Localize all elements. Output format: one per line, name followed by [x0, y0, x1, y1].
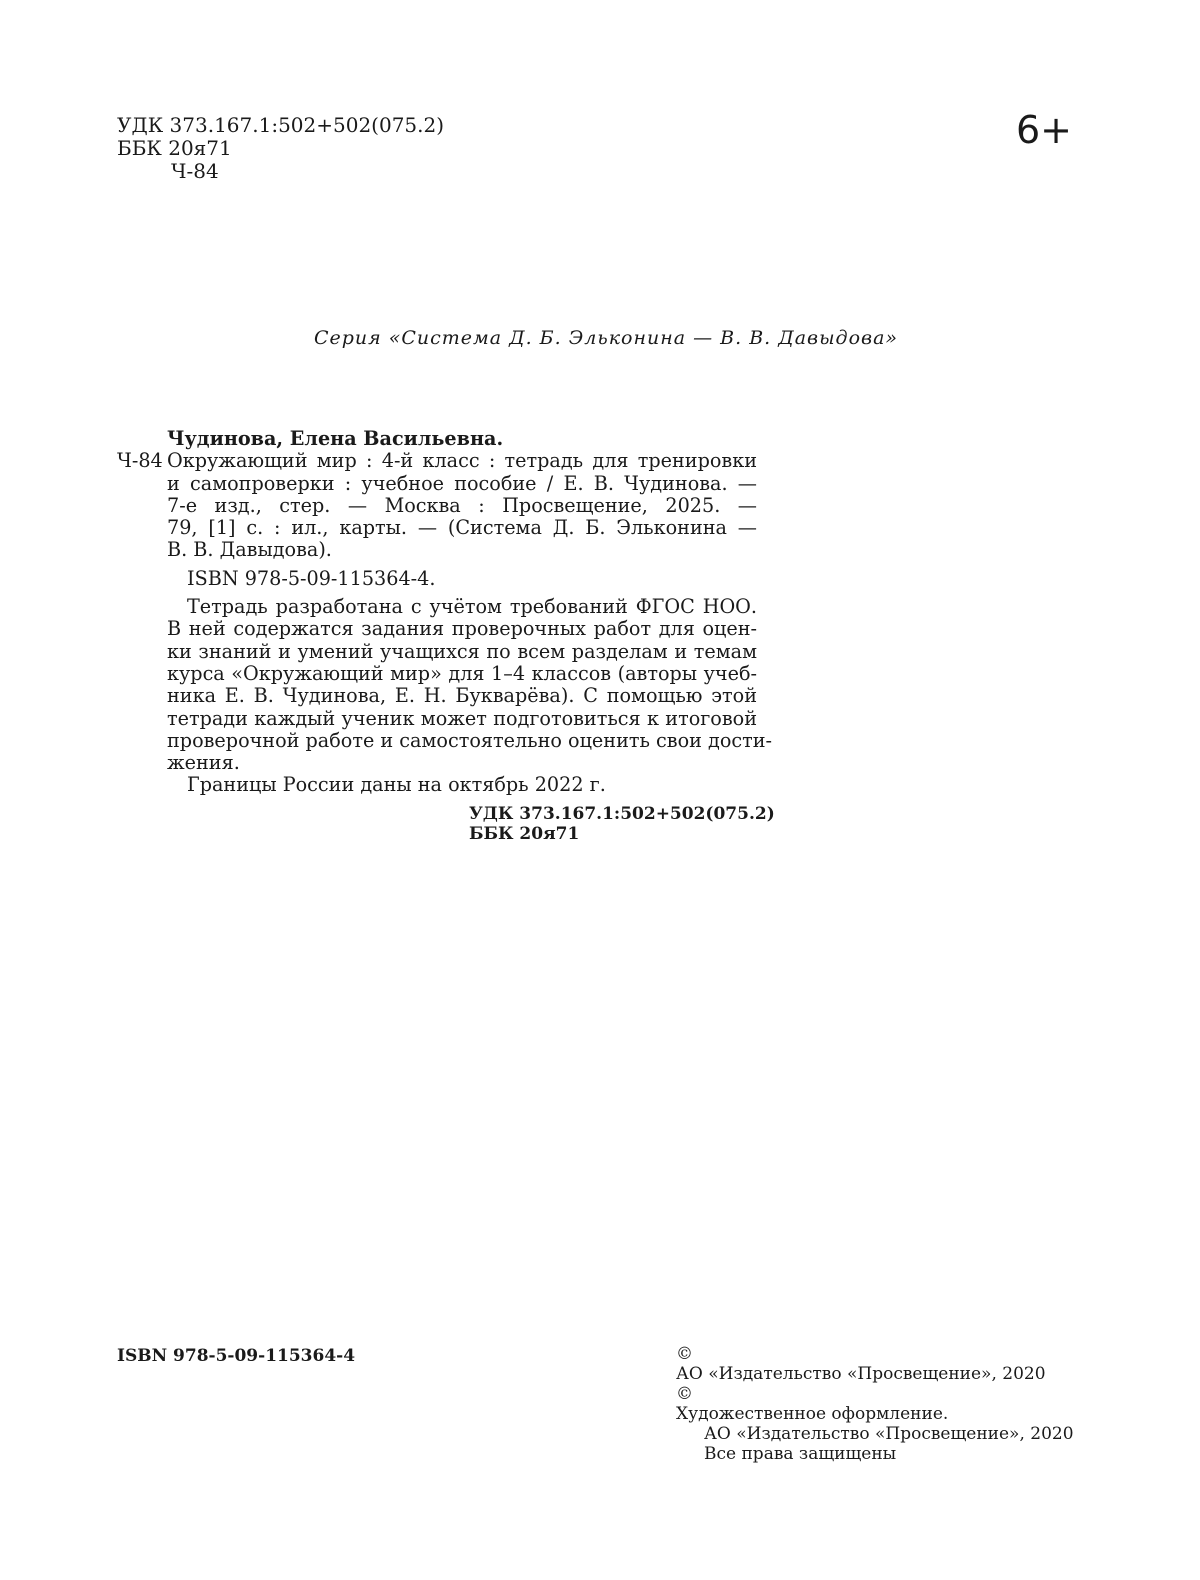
copyright-icon: ©: [676, 1344, 693, 1364]
author-mark: Ч-84: [171, 159, 219, 183]
copyright-block: [676, 1344, 1074, 1464]
udk-code: УДК 373.167.1:502+502(075.2): [469, 803, 775, 824]
copyright-line: АО «Издательство «Просвещение», 2020: [704, 1424, 1074, 1444]
age-rating: 6+: [1015, 108, 1072, 152]
author-mark-code: Ч-84: [117, 449, 163, 473]
rights-reserved: Все права защищены: [704, 1444, 897, 1464]
abstract-line: ки знаний и умений учащихся по всем разделам и темам: [167, 639, 757, 663]
bibliographic-record: [117, 427, 775, 844]
abstract-line: ника Е. В. Чудинова, Е. Н. Букварёва). С помощью этой: [167, 684, 757, 708]
copyright-line: © АО «Издательство «Просвещение», 2020: [676, 1344, 1046, 1384]
author-name: Чудинова, Елена Васильевна.: [167, 427, 504, 450]
classification-codes-top: [117, 114, 444, 183]
abstract-line: тетради каждый ученик может подготовиться к итоговой: [167, 706, 757, 730]
description-line: и самопроверки : учебное пособие / Е. В. Чудинова. —: [167, 471, 757, 495]
copyright-icon: ©: [676, 1384, 693, 1404]
bbk-code: ББК 20я71: [469, 823, 580, 844]
bibliographic-description: [117, 450, 757, 561]
series-title: Серия «Система Д. Б. Эльконина — В. В. Давыдова»: [313, 327, 899, 349]
abstract-line: В ней содержатся задания проверочных работ для оцен-: [167, 617, 757, 641]
abstract: [117, 595, 773, 797]
copyright-line: © Художественное оформление.: [676, 1384, 949, 1424]
abstract-line: жения.: [167, 751, 240, 775]
abstract-line: курса «Окружающий мир» для 1–4 классов (авторы учеб-: [167, 661, 757, 685]
bbk-code: ББК 20я71: [117, 136, 232, 160]
isbn-bottom: ISBN 978-5-09-115364-4: [117, 1346, 356, 1366]
description-line: 79, [1] с. : ил., карты. — (Система Д. Б. Эльконина —: [167, 516, 757, 540]
abstract-line: проверочной работе и самостоятельно оценить свои дости-: [167, 728, 773, 752]
description-line: В. В. Давыдова).: [167, 538, 332, 562]
abstract-line: Тетрадь разработана с учётом требований ФГОС НОО.: [187, 595, 757, 619]
borders-note: Границы России даны на октябрь 2022 г.: [187, 773, 606, 797]
isbn-line: ISBN 978-5-09-115364-4.: [187, 566, 436, 590]
classification-codes-bottom: [117, 803, 775, 844]
description-line: Окружающий мир : 4-й класс : тетрадь для тренировки: [167, 449, 757, 473]
udk-code: УДК 373.167.1:502+502(075.2): [117, 113, 445, 137]
description-line: 7-е изд., стер. — Москва : Просвещение, 2025. —: [167, 493, 757, 517]
